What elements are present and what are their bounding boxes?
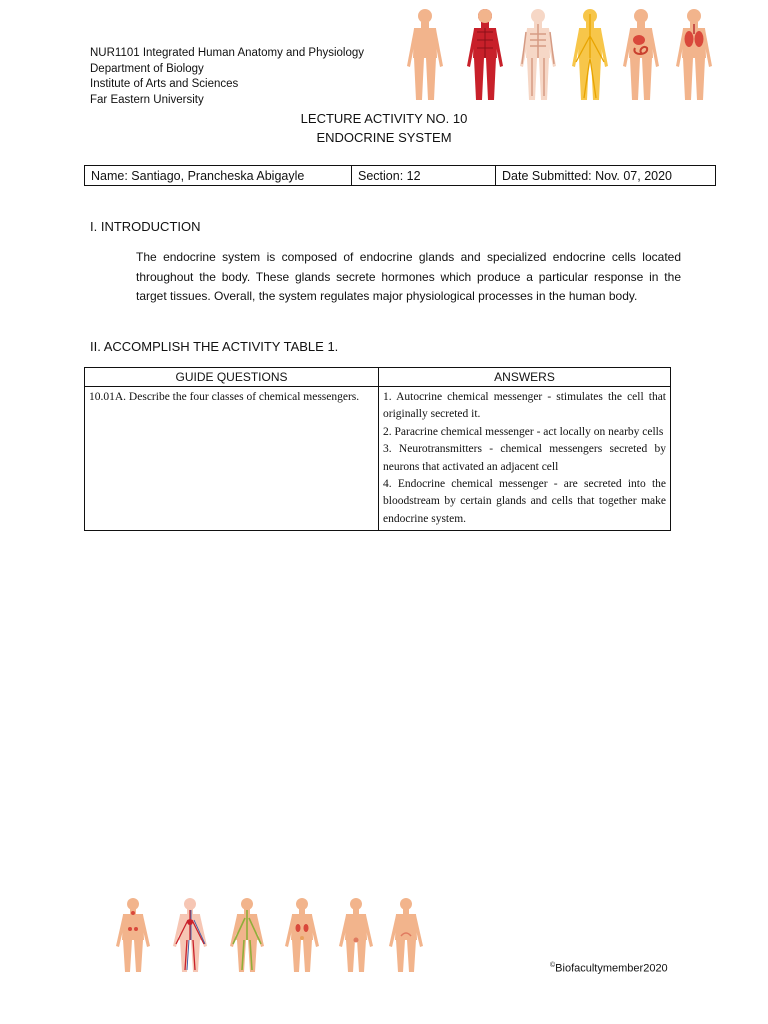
activity-subtitle: ENDOCRINE SYSTEM (316, 130, 452, 145)
course-title: NUR1101 Integrated Human Anatomy and Physiology (90, 47, 365, 59)
copyright-text: Biofacultymember2020 (555, 962, 668, 975)
answer-item: 1. Autocrine chemical messenger - stimulates the cell that originally secreted it. (383, 391, 666, 421)
date-submitted: Date Submitted: Nov. 07, 2020 (496, 166, 716, 186)
introduction-heading: I. INTRODUCTION (90, 219, 201, 234)
copyright-symbol: © (550, 962, 556, 969)
body-systems-illustration-bottom (100, 896, 440, 976)
introduction-paragraph: The endocrine system is composed of endocrine glands and specialized endocrine cells located throughout the body. These glands secrete hormones which produce a particular response in the target tissues. Overall, the system regulates major physiological processes in the human body. (136, 250, 681, 303)
digestive-figure (623, 9, 659, 100)
skeletal-figure (520, 9, 556, 100)
answer-item: 4. Endocrine chemical messenger - are secreted into the bloodstream by certain glands and cells that together make endocrine system. (383, 478, 666, 525)
student-section: Section: 12 (352, 166, 496, 186)
question-cell: 10.01A. Describe the four classes of chemical messengers. (85, 387, 379, 531)
student-name: Name: Santiago, Prancheska Abigayle (85, 166, 352, 186)
body-systems-illustration-top (398, 6, 728, 106)
answer-cell (379, 387, 671, 531)
activity-heading: II. ACCOMPLISH THE ACTIVITY TABLE 1. (90, 339, 339, 354)
respiratory-figure (676, 9, 712, 100)
activity-title: LECTURE ACTIVITY NO. 10 (300, 111, 468, 126)
answer-item: 2. Paracrine chemical messenger - act locally on nearby cells (383, 425, 664, 438)
urinary-figure (285, 898, 319, 972)
table-row (85, 387, 671, 531)
guide-questions-header: GUIDE QUESTIONS (85, 368, 379, 387)
institute-name: Institute of Arts and Sciences (90, 78, 239, 90)
course-header (90, 46, 364, 108)
university-name: Far Eastern University (90, 93, 204, 106)
lymphatic-figure (230, 898, 264, 972)
department-name: Department of Biology (90, 62, 204, 75)
activity-table (84, 367, 671, 531)
answer-item: 3. Neurotransmitters - chemical messengers secreted by neurons that activated an adjacent cell (383, 443, 666, 473)
answers-header: ANSWERS (379, 368, 671, 387)
reproductive-female-figure (389, 898, 423, 972)
muscular-figure (467, 9, 503, 100)
endocrine-figure (116, 898, 150, 972)
reproductive-male-figure (339, 898, 373, 972)
nervous-figure (572, 9, 608, 100)
student-info-table (84, 165, 716, 186)
cardiovascular-figure (173, 898, 207, 972)
copyright-notice (550, 962, 668, 975)
skin-figure (407, 9, 443, 100)
